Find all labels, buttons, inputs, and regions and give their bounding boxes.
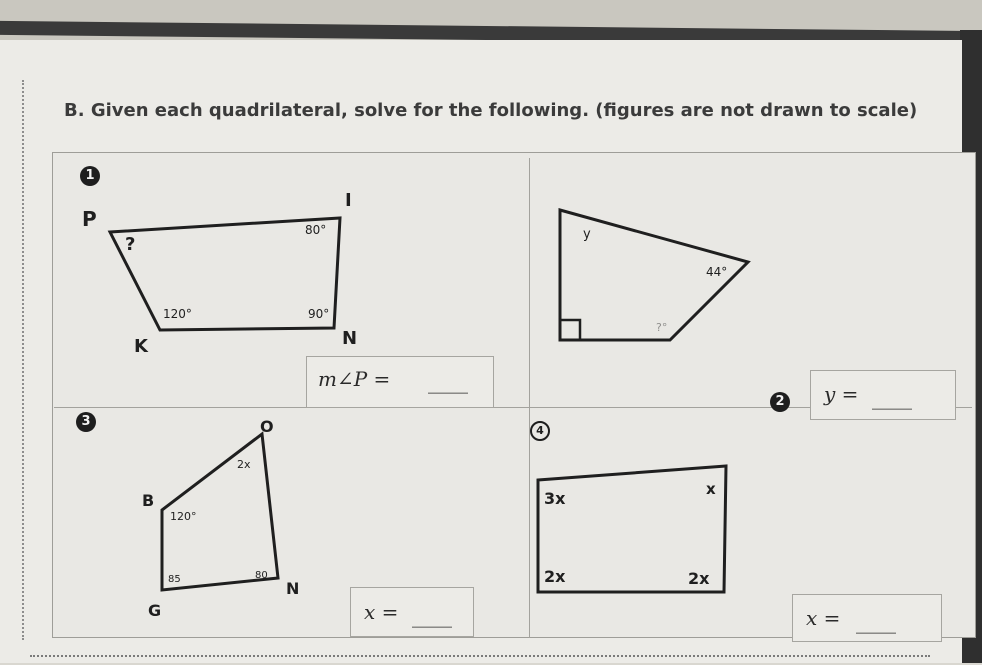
answer-blank-3[interactable]: ____: [412, 604, 452, 628]
angle-2x-left-label: 2x: [544, 567, 566, 586]
angle-y-label: y: [583, 227, 591, 242]
answer-label-2: y =: [824, 382, 859, 406]
angle-o-label: 2x: [237, 458, 251, 471]
vertex-i: I: [345, 190, 352, 211]
answer-blank-4[interactable]: ____: [856, 610, 896, 634]
answer-label-1: m∠P =: [318, 367, 391, 391]
angle-3x-label: 3x: [544, 489, 566, 508]
angle-44-label: 44°: [706, 265, 728, 279]
problem-number-1: 1: [80, 166, 100, 186]
vertex-p: P: [82, 207, 97, 231]
bottom-cutoff-text: [30, 655, 930, 665]
angle-bottom-label: ?°: [656, 321, 668, 334]
instructions-heading: B. Given each quadrilateral, solve for the following. (figures are not drawn to scale): [64, 100, 918, 121]
answer-label-4: x =: [806, 606, 841, 630]
vertex-k: K: [134, 336, 148, 357]
angle-g-label: 85: [168, 574, 181, 585]
angle-k-label: 120°: [163, 307, 192, 321]
problem-number-4: 4: [530, 421, 550, 441]
vertex-n-3: N: [286, 579, 300, 598]
vertex-o: O: [260, 417, 274, 436]
vertex-b: B: [142, 491, 155, 510]
right-angle-mark: [560, 320, 580, 340]
angle-b-label: 120°: [170, 510, 197, 523]
angle-x-label: x: [706, 480, 716, 498]
angle-n-3-label: 80: [255, 570, 268, 581]
answer-label-3: x =: [364, 600, 399, 624]
vertex-n: N: [342, 328, 358, 349]
vertex-g: G: [148, 601, 162, 620]
problem-number-2: 2: [770, 392, 790, 412]
answer-blank-2[interactable]: ____: [872, 386, 912, 410]
angle-2x-right-label: 2x: [688, 569, 710, 588]
angle-p-label: ?: [125, 234, 136, 255]
problem-number-3: 3: [76, 412, 96, 432]
angle-i-label: 80°: [305, 223, 327, 237]
angle-n-label: 90°: [308, 307, 330, 321]
answer-blank-1[interactable]: ____: [428, 370, 468, 394]
